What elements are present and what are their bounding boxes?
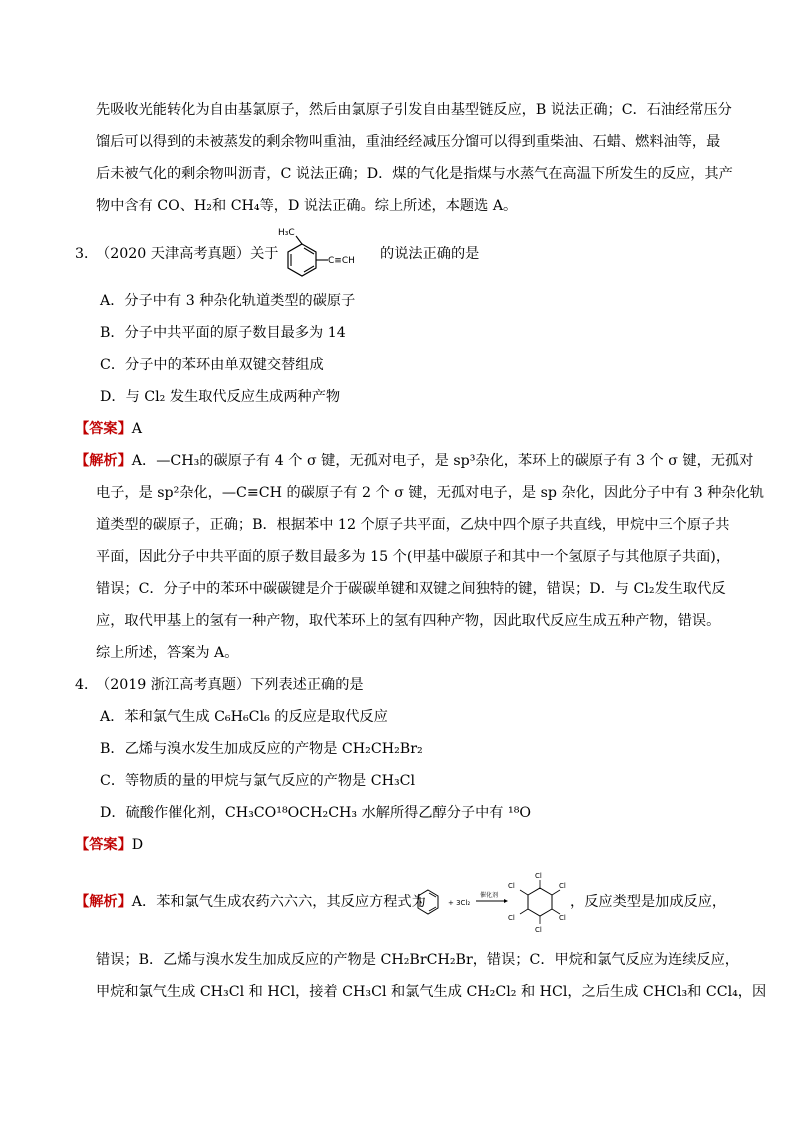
prev-analysis-line-2: 馏后可以得到的未被蒸发的剩余物叫重油，重油经经减压分馏可以得到重柴油、石蜡、燃料油等，最 [96, 134, 721, 150]
answer-tag: 【答案】 [75, 837, 132, 853]
svg-text:Cl: Cl [559, 914, 566, 922]
benzene-chlorination-equation [412, 866, 578, 936]
svg-text:Cl: Cl [508, 914, 515, 922]
methylphenylacetylene-structure [272, 226, 380, 284]
question-3-analysis-line-4: 平面，因此分子中共平面的原子数目最多为 15 个(甲基中碳原子和其中一个氢原子与其他原子共面)， [96, 549, 731, 565]
question-3-analysis-line-7: 综上所述，答案为 A。 [96, 645, 239, 661]
question-3-analysis-line-1: 【解析】A．—CH₃的碳原子有 4 个 σ 键，无孤对电子，是 sp³杂化，苯环上的碳原子有 3 个 σ 键，无孤对 [75, 453, 754, 469]
question-3-analysis-line-5: 错误；C．分子中的苯环中碳碳键是介于碳碳单键和双键之间独特的键，错误；D．与 Cl₂发生取代反 [96, 581, 726, 597]
question-3-answer [75, 419, 142, 439]
question-4-answer [75, 835, 143, 855]
question-4-option-d: D．硫酸作催化剂，CH₃CO¹⁸OCH₂CH₃ 水解所得乙醇分子中有 ¹⁸O [100, 805, 532, 821]
question-3-analysis-line-3: 道类型的碳原子，正确；B．根据苯中 12 个原子共平面，乙炔中四个原子共直线，甲烷中三个原子共 [96, 517, 730, 533]
answer-value: A [131, 421, 143, 437]
prev-analysis-line-1: 先吸收光能转化为自由基氯原子，然后由氯原子引发自由基型链反应，B 说法正确；C．石油经常压分 [96, 102, 732, 118]
question-3-stem-suffix: 的说法正确的是 [380, 246, 480, 262]
prev-analysis-line-4: 物中含有 CO、H₂和 CH₄等，D 说法正确。综上所述，本题选 A。 [96, 198, 518, 214]
eq-catalyst: 催化剂 [480, 892, 499, 899]
question-3-option-d: D．与 Cl₂ 发生取代反应生成两种产物 [100, 389, 341, 405]
question-3-option-b: B．分子中共平面的原子数目最多为 14 [100, 325, 346, 341]
eq-reagent: + 3Cl₂ [448, 899, 471, 907]
question-3-stem-prefix: （2020 天津高考真题）关于 [96, 246, 279, 262]
question-4-analysis-suffix: ，反应类型是加成反应， [570, 894, 727, 910]
question-3-analysis-line-6: 应，取代甲基上的氢有一种产物，取代苯环上的氢有四种产物，因此取代反应生成五种产物，错误。 [96, 613, 721, 629]
question-4-analysis-line-1: 【解析】A．苯和氯气生成农药六六六，其反应方程式为 [75, 894, 426, 910]
question-3-option-c: C．分子中的苯环由单双键交替组成 [100, 357, 324, 373]
analysis-tag: 【解析】 [75, 894, 132, 910]
svg-text:Cl: Cl [535, 872, 542, 880]
question-4-option-a: A．苯和氯气生成 C₆H₆Cl₆ 的反应是取代反应 [100, 709, 388, 725]
analysis-tag: 【解析】 [75, 453, 132, 469]
svg-text:Cl: Cl [559, 882, 566, 890]
alkyne-label: C≡CH [328, 256, 355, 266]
prev-analysis-line-3: 后未被气化的剩余物叫沥青，C 说法正确；D．煤的气化是指煤与水蒸气在高温下所发生的反应，其产 [96, 166, 733, 182]
question-4-stem: （2019 浙江高考真题）下列表述正确的是 [96, 677, 364, 693]
answer-value: D [131, 837, 144, 853]
methyl-label: H₃C [278, 228, 295, 238]
svg-text:Cl: Cl [508, 882, 515, 890]
question-4-option-b: B．乙烯与溴水发生加成反应的产物是 CH₂CH₂Br₂ [100, 741, 423, 757]
question-4-option-c: C．等物质的量的甲烷与氯气反应的产物是 CH₃Cl [100, 773, 416, 789]
question-4-number: 4． [75, 677, 99, 693]
question-3-option-a: A．分子中有 3 种杂化轨道类型的碳原子 [100, 293, 356, 309]
answer-tag: 【答案】 [75, 421, 132, 437]
question-3-number: 3． [75, 246, 99, 262]
svg-text:Cl: Cl [535, 926, 542, 934]
question-4-analysis-line-2: 错误；B．乙烯与溴水发生加成反应的产物是 CH₂BrCH₂Br，错误；C．甲烷和氯气反应为连续反应， [96, 952, 739, 968]
question-3-analysis-line-2: 电子，是 sp²杂化，—C≡CH 的碳原子有 2 个 σ 键，无孤对电子，是 sp 杂化，因此分子中有 3 种杂化轨 [96, 485, 764, 501]
question-4-analysis-line-3: 甲烷和氯气生成 CH₃Cl 和 HCl，接着 CH₃Cl 和氯气生成 CH₂Cl₂ 和 HCl，之后生成 CHCl₃和 CCl₄，因 [96, 984, 767, 1000]
